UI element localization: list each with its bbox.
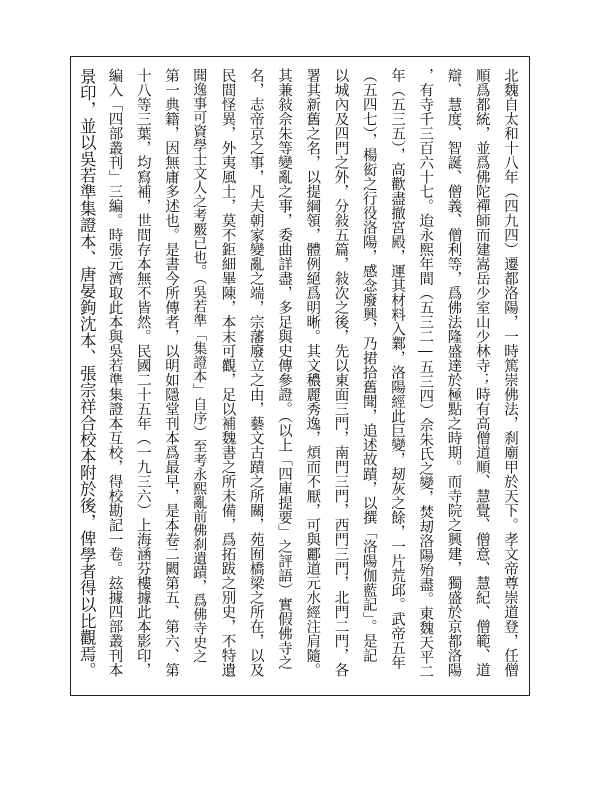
text-column-16: 景印，並以吳若準集證本、唐晏鉤沈本、張宗祥合校本附於後，俾學者得以比觀焉。 [77, 68, 97, 679]
text-column-3: 辯、慧度、智誕、僧義、僧利等，爲佛法隆盛達於極點之時期。而寺院之興建，獨盛於京都洛陽 [445, 68, 462, 677]
text-column-2: 順爲都統，並爲佛陀禪師而建嵩岳少室山少林寺；時有高僧道順、慧覺、僧意、慧紀、僧範、道 [473, 68, 490, 677]
vertical-text-body [74, 68, 526, 680]
text-column-5: 年（五三五），高歡盡撤宮殿，運其材料入鄴，洛陽經此巨變，刼灰之餘，一片荒邱。武帝五年 [389, 68, 405, 670]
text-column-6: （五四七），楊衒之行役洛陽，感念廢興，乃捃拾舊聞，追述故蹟，以撰「洛陽伽藍記」。是記 [360, 68, 377, 663]
text-column-4: ，有寺千三百六十七。迨永熙年間（五三二―五三四）佘朱氏之變，焚刼洛陽殆盡。東魏天平二 [417, 68, 434, 679]
text-column-8: 署其新舊之名，以提綱領，體例絕爲明晰。其文穠麗秀逸，煩而不厭，可與酈道元水經注肩隨。 [304, 68, 321, 677]
text-column-15: 編入「四部叢刊」三編。時張元濟取此本與吳若準集證本互校，得校勘記一卷。玆據四部叢刊本 [106, 68, 123, 677]
text-column-13: 第一典籍，因無庸多述也。是書今所傳者，以明如隱堂刊本爲最早，是本卷二闕第五、第六、第 [163, 68, 179, 677]
text-column-9: 其兼敍佘朱等變亂之事，委曲詳盡，多足與史傳參證。（以上「四庫提要」之評語）實假佛寺之 [276, 68, 292, 670]
text-column-14: 十八等三葉，均寫補，世間存本無不皆然。民國二十五年（一九三六）上海涵芬樓據此本影印， [134, 68, 151, 677]
text-column-10: 名，志帝京之事，凡夫朝家變亂之端，宗藩廢立之由，藝文古蹟之所關，苑囿橋梁之所在，以及 [247, 68, 264, 677]
text-column-11: 民間怪異，外夷風土，莫不鉅細畢陳，本末可觀，足以補魏書之所未備，爲拓跋之別史，不特遺 [219, 68, 236, 677]
text-column-7: 以城內及四門之外，分敍五篇，敍次之後，先以東面三門，南門三門，西門三門，北門二門，各 [332, 68, 349, 677]
text-column-12: 聞逸事可資學士文人之考覈已也。（吳若準「集證本」自序）至考永熙亂前佛刹遺蹟，爲佛寺史之 [191, 68, 208, 663]
text-column-1: 北魏自太和十八年（四九四）遷都洛陽，一時篤崇佛法，刹廟甲於天下。孝文帝尊崇道登，任僧 [502, 68, 518, 677]
